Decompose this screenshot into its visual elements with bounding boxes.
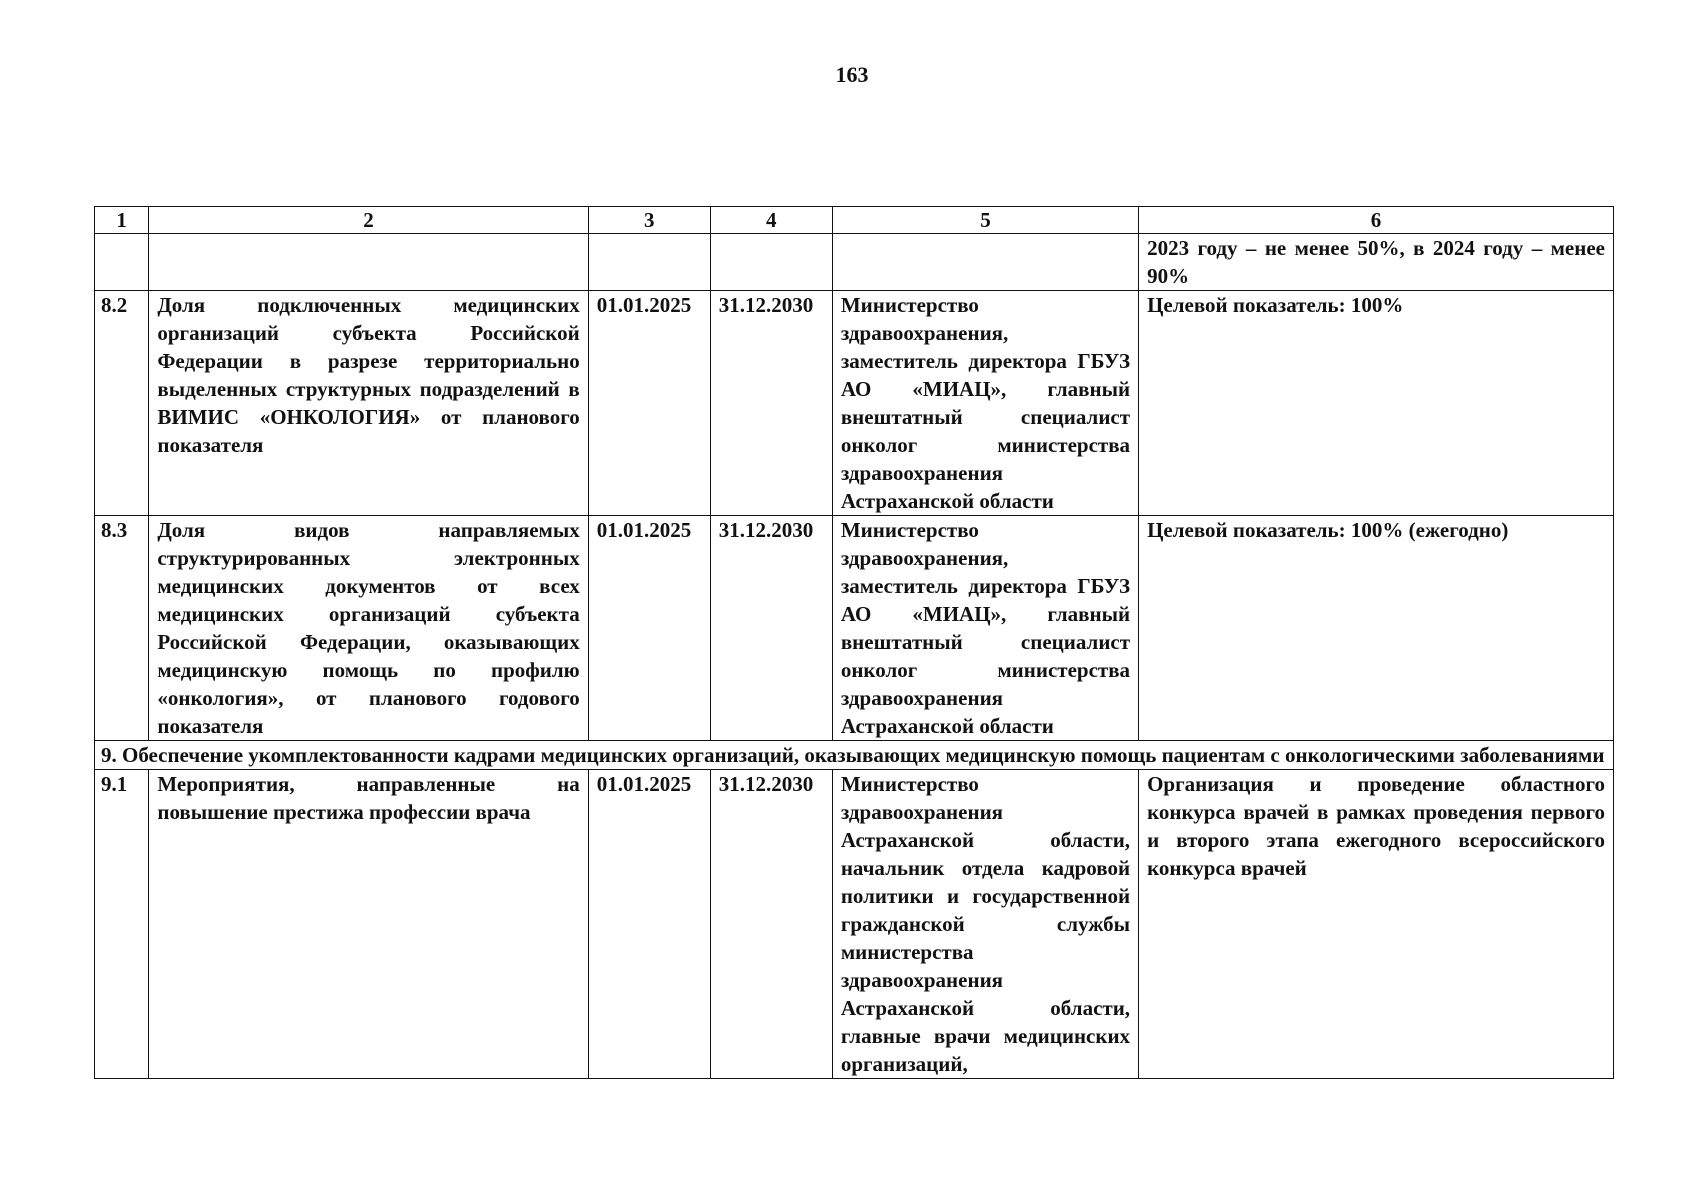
table-row [95, 770, 1614, 1079]
column-header: 6 [1139, 207, 1614, 234]
responsible-party: Министерство здравоохранения, заместитель директора ГБУЗ АО «МИАЦ», главный внештатный специалист онколог министерства здравоохранения Астраханской области [832, 291, 1138, 516]
column-number-row [95, 207, 1614, 234]
page-number: 163 [835, 62, 869, 87]
table-row [95, 291, 1614, 516]
measure-name: Доля подключенных медицинских организаций субъекта Российской Федерации в разрезе территориально выделенных структурных подразделений в ВИМИС «ОНКОЛОГИЯ» от планового показателя [149, 291, 588, 516]
measures-table [94, 206, 1614, 1079]
table-cell [149, 234, 588, 291]
measure-name: Доля видов направляемых структурированных электронных медицинских документов от всех медицинских организаций субъекта Российской Федерации, оказывающих медицинскую помощь по профилю «онкология», от планового годового показателя [149, 516, 588, 741]
column-header: 5 [832, 207, 1138, 234]
row-number: 8.3 [95, 516, 149, 741]
result-cell: Целевой показатель: 100% (ежегодно) [1139, 516, 1614, 741]
measure-name: Мероприятия, направленные на повышение престижа профессии врача [149, 770, 588, 1079]
table-cell [710, 234, 832, 291]
section-heading: 9. Обеспечение укомплектованности кадрами медицинских организаций, оказывающих медицинскую помощь пациентам с онкологическими заболеваниями [95, 741, 1614, 770]
row-number: 8.2 [95, 291, 149, 516]
start-date: 01.01.2025 [588, 516, 710, 741]
table-cell [95, 234, 149, 291]
start-date: 01.01.2025 [588, 291, 710, 516]
column-header: 2 [149, 207, 588, 234]
start-date: 01.01.2025 [588, 770, 710, 1079]
end-date: 31.12.2030 [710, 516, 832, 741]
table-row [95, 516, 1614, 741]
responsible-party: Министерство здравоохранения Астраханской области, начальник отдела кадровой политики и государственной гражданской службы министерства здравоохранения Астраханской области, главные врачи медицинских организаций, [832, 770, 1138, 1079]
end-date: 31.12.2030 [710, 770, 832, 1079]
result-cell: Целевой показатель: 100% [1139, 291, 1614, 516]
column-header: 3 [588, 207, 710, 234]
column-header: 1 [95, 207, 149, 234]
table-cell [588, 234, 710, 291]
table-cell [832, 234, 1138, 291]
section-heading-row [95, 741, 1614, 770]
result-cell: Организация и проведение областного конкурса врачей в рамках проведения первого и второго этапа ежегодного всероссийского конкурса врачей [1139, 770, 1614, 1079]
row-number: 9.1 [95, 770, 149, 1079]
end-date: 31.12.2030 [710, 291, 832, 516]
responsible-party: Министерство здравоохранения, заместитель директора ГБУЗ АО «МИАЦ», главный внештатный специалист онколог министерства здравоохранения Астраханской области [832, 516, 1138, 741]
table-row [95, 234, 1614, 291]
result-cell: 2023 году – не менее 50%, в 2024 году – менее 90% [1139, 234, 1614, 291]
column-header: 4 [710, 207, 832, 234]
